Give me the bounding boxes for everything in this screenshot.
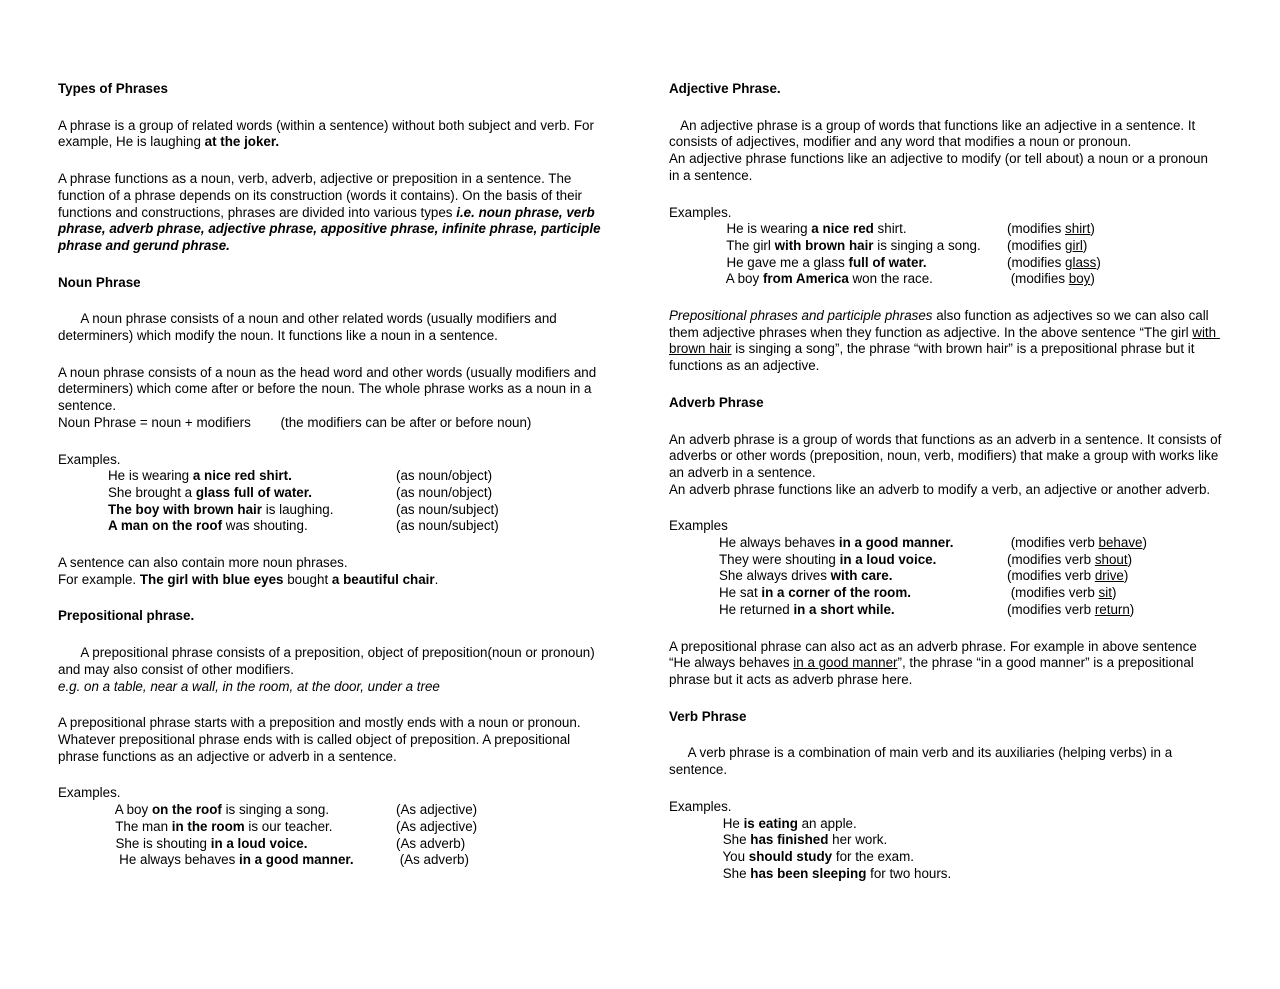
text-run: on the roof bbox=[151, 802, 222, 818]
text-run: drive bbox=[1094, 568, 1124, 584]
section-heading bbox=[669, 395, 1222, 412]
text-run: with brown hair bbox=[669, 324, 1220, 357]
text-run: (modifies bbox=[1007, 221, 1066, 237]
spacer bbox=[58, 345, 608, 365]
text-run: Examples. bbox=[58, 451, 121, 467]
text-run: ) bbox=[1127, 551, 1133, 567]
text-run: The boy with brown hair bbox=[108, 501, 262, 517]
left-column bbox=[58, 81, 608, 989]
text-run: for two hours. bbox=[866, 865, 952, 881]
text-run: is our teacher. bbox=[244, 818, 333, 834]
example-line bbox=[58, 836, 608, 853]
text-run: (modifies verb bbox=[1007, 585, 1099, 601]
text-run: A prepositional phrase can also act as an adverb phrase. For example in above sentence “He always behaves bbox=[669, 638, 1201, 671]
text-run: full of water. bbox=[848, 254, 927, 270]
example-line bbox=[669, 255, 1222, 272]
text-run: Prepositional phrases and participle phrases bbox=[669, 308, 933, 324]
text-run: A man on the roof bbox=[108, 518, 223, 534]
text-run: A verb phrase is a combination of main verb and its auxiliaries (helping verbs) in a sentence. bbox=[669, 745, 1176, 778]
example-annotation bbox=[396, 518, 499, 535]
example-line bbox=[669, 585, 1222, 602]
text-run: has been sleeping bbox=[750, 865, 867, 881]
text-run: He sat bbox=[719, 585, 762, 601]
text-run: She always drives bbox=[719, 568, 831, 584]
text-run: boy bbox=[1068, 271, 1091, 287]
text-run: Types of Phrases bbox=[58, 81, 168, 96]
text-run: her work. bbox=[828, 832, 888, 848]
text-run: is singing a song. bbox=[873, 237, 981, 253]
text-run: He is wearing bbox=[719, 221, 812, 237]
example-annotation bbox=[396, 852, 469, 869]
text-run: Examples. bbox=[669, 204, 732, 220]
text-run: (as noun/subject) bbox=[396, 518, 499, 534]
text-run: a nice red shirt. bbox=[192, 468, 292, 484]
paragraph bbox=[58, 555, 608, 572]
text-run: (modifies verb bbox=[1007, 551, 1095, 567]
text-run: She is shouting bbox=[108, 835, 211, 851]
text-run: (as noun/object) bbox=[396, 468, 493, 484]
paragraph bbox=[58, 365, 608, 415]
text-run: e.g. on a table, near a wall, in the room, at the door, under a tree bbox=[58, 678, 440, 694]
text-run: ) bbox=[1142, 535, 1147, 551]
text-run: He always behaves bbox=[719, 535, 839, 551]
spacer bbox=[669, 725, 1222, 745]
text-run: He always behaves bbox=[108, 852, 239, 868]
paragraph bbox=[669, 482, 1222, 499]
text-run: A boy bbox=[719, 271, 763, 287]
text-run: Adjective Phrase. bbox=[669, 81, 781, 96]
text-run: They were shouting bbox=[719, 551, 840, 567]
text-run: an apple. bbox=[797, 815, 857, 831]
text-run: (As adverb) bbox=[396, 852, 469, 868]
example-annotation bbox=[1007, 221, 1095, 238]
paragraph bbox=[669, 639, 1222, 689]
text-run: in a short while. bbox=[793, 601, 895, 617]
paragraph bbox=[669, 745, 1222, 778]
text-run: He bbox=[719, 815, 744, 831]
text-run: shirt bbox=[1065, 221, 1091, 237]
example-annotation bbox=[1007, 271, 1095, 288]
text-run: behave bbox=[1098, 535, 1143, 551]
text-run: The man bbox=[108, 818, 172, 834]
example-line bbox=[669, 849, 1222, 866]
example-line bbox=[58, 518, 608, 535]
text-run: You bbox=[719, 848, 749, 864]
paragraph bbox=[58, 715, 608, 765]
paragraph bbox=[669, 518, 1222, 535]
spacer bbox=[669, 375, 1222, 395]
example-line bbox=[58, 802, 608, 819]
example-annotation bbox=[1007, 602, 1134, 619]
example-annotation bbox=[1007, 552, 1132, 569]
spacer bbox=[58, 535, 608, 555]
spacer bbox=[58, 695, 608, 715]
example-annotation bbox=[396, 802, 477, 819]
text-run: i.e. noun phrase, verb phrase, adverb phrase, adjective phrase, appositive phrase, infinite phrase, participle phrase and gerund phrase. bbox=[58, 204, 605, 253]
text-run: Verb Phrase bbox=[669, 708, 747, 724]
text-run: is laughing. bbox=[262, 501, 334, 517]
section-heading bbox=[669, 709, 1222, 726]
right-column bbox=[669, 81, 1226, 989]
text-run: in a loud voice. bbox=[210, 835, 308, 851]
example-annotation bbox=[396, 485, 492, 502]
text-run: should study bbox=[748, 848, 833, 864]
text-run: was shouting. bbox=[222, 518, 308, 534]
example-line bbox=[669, 552, 1222, 569]
text-run: ) bbox=[1090, 271, 1095, 287]
text-run: A phrase is a group of related words (within a sentence) without both subject and verb. For example, He is laughing bbox=[58, 117, 598, 150]
text-run: The girl bbox=[719, 237, 775, 253]
text-run: An adverb phrase functions like an adverb to modify a verb, an adjective or another adverb. bbox=[669, 481, 1211, 497]
text-run: a nice red bbox=[811, 221, 874, 237]
example-annotation bbox=[396, 819, 477, 836]
text-run: shout bbox=[1094, 551, 1128, 567]
paragraph bbox=[669, 799, 1222, 816]
text-run: in a loud voice. bbox=[839, 551, 937, 567]
section-heading bbox=[58, 81, 608, 98]
paragraph bbox=[58, 118, 608, 151]
text-run: Examples. bbox=[58, 785, 121, 801]
example-line bbox=[669, 271, 1222, 288]
text-run: bought bbox=[283, 571, 332, 587]
example-line bbox=[669, 866, 1222, 883]
paragraph bbox=[58, 785, 608, 802]
text-run: (modifies bbox=[1007, 271, 1069, 287]
example-line bbox=[58, 502, 608, 519]
text-run: has finished bbox=[750, 832, 829, 848]
paragraph bbox=[669, 308, 1222, 375]
text-run: girl bbox=[1065, 237, 1083, 253]
text-run: She brought a bbox=[108, 484, 196, 500]
text-run: . bbox=[434, 571, 439, 587]
spacer bbox=[58, 291, 608, 311]
text-run: in a good manner. bbox=[838, 535, 954, 551]
spacer bbox=[669, 498, 1222, 518]
text-run: sit bbox=[1098, 585, 1112, 601]
text-run: A noun phrase consists of a noun and other related words (usually modifiers and determiners) which modify the noun. It functions like a noun in a sentence. bbox=[58, 311, 561, 344]
text-run: at the joker. bbox=[204, 134, 280, 150]
text-run: won the race. bbox=[848, 271, 933, 287]
spacer bbox=[58, 588, 608, 608]
text-run: with care. bbox=[830, 568, 893, 584]
spacer bbox=[669, 689, 1222, 709]
spacer bbox=[669, 185, 1222, 205]
paragraph bbox=[58, 572, 608, 589]
text-run: She bbox=[719, 865, 751, 881]
text-run: in a good manner bbox=[793, 655, 898, 671]
text-run: A sentence can also contain more noun phrases. bbox=[58, 555, 348, 571]
text-run: He is wearing bbox=[108, 468, 193, 484]
spacer bbox=[669, 779, 1222, 799]
spacer bbox=[58, 765, 608, 785]
text-run: He gave me a glass bbox=[719, 254, 849, 270]
example-line bbox=[669, 602, 1222, 619]
text-run: is singing a song. bbox=[221, 802, 330, 818]
text-run: (modifies bbox=[1007, 237, 1066, 253]
example-line bbox=[669, 238, 1222, 255]
example-annotation bbox=[396, 468, 492, 485]
text-run: glass bbox=[1065, 254, 1097, 270]
spacer bbox=[58, 98, 608, 118]
text-run: (As adjective) bbox=[396, 802, 478, 818]
text-run: is singing a song”, the phrase “with brown hair” is a prepositional phrase but it functions as an adjective. bbox=[669, 341, 1199, 374]
text-run: A noun phrase consists of a noun as the head word and other words (usually modifiers and determiners) which come after or before the noun. The whole phrase works as a noun in a sentence. bbox=[58, 364, 600, 414]
text-run: Examples. bbox=[669, 798, 732, 814]
text-run: in a corner of the room. bbox=[761, 585, 911, 601]
text-run: A phrase functions as a noun, verb, adverb, adjective or preposition in a sentence. The function of a phrase depends on its construction (words it contains). On the basis of their functions and constructions, phrases are divided into various types bbox=[58, 171, 586, 220]
text-run: An adjective phrase functions like an adjective to modify (or tell about) a noun or a pronoun in a sentence. bbox=[669, 151, 1212, 183]
spacer bbox=[58, 255, 608, 275]
text-run: A prepositional phrase starts with a preposition and mostly ends with a noun or pronoun. Whatever prepositional phrase ends with is called object of preposition. A prepositional phrase functions as an adjective or adverb in a sentence. bbox=[58, 715, 585, 764]
spacer bbox=[58, 151, 608, 171]
example-annotation bbox=[1007, 568, 1128, 585]
paragraph bbox=[669, 205, 1222, 222]
text-run: ) bbox=[1129, 601, 1135, 617]
spacer bbox=[669, 619, 1222, 639]
example-line bbox=[669, 816, 1222, 833]
text-run: also function as adjectives so we can also call them adjective phrases when they function as adjective. In the above sentence “The girl bbox=[669, 308, 1213, 340]
paragraph bbox=[58, 171, 608, 255]
text-run: Noun Phrase bbox=[58, 274, 141, 290]
spacer bbox=[669, 288, 1222, 308]
text-run: For example. bbox=[58, 571, 140, 587]
paragraph bbox=[669, 118, 1222, 151]
paragraph bbox=[58, 311, 608, 344]
paragraph bbox=[58, 452, 608, 469]
text-run: for the exam. bbox=[832, 848, 914, 864]
section-heading bbox=[669, 81, 1222, 98]
spacer bbox=[58, 432, 608, 452]
text-run: a beautiful chair bbox=[331, 571, 435, 587]
example-line bbox=[669, 221, 1222, 238]
text-run: The girl with blue eyes bbox=[139, 571, 284, 587]
text-run: He returned bbox=[719, 601, 794, 617]
text-run: ) bbox=[1111, 585, 1117, 601]
text-run: A boy bbox=[108, 802, 152, 818]
text-run: An adjective phrase is a group of words that functions like an adjective in a sentence. It consists of adjectives, modifier and any word that modifies a noun or pronoun. bbox=[669, 117, 1200, 150]
example-line bbox=[669, 832, 1222, 849]
text-run: shirt. bbox=[873, 221, 907, 237]
text-run: Noun Phrase = noun + modifiers (the modifiers can be after or before noun) bbox=[58, 414, 532, 430]
text-run: glass full of water. bbox=[195, 484, 312, 500]
text-run: A prepositional phrase consists of a preposition, object of preposition(noun or pronoun) and may also consist of other modifiers. bbox=[58, 645, 599, 677]
text-run: ”, the phrase “in a good manner” is a prepositional phrase but it acts as adverb phrase here. bbox=[669, 655, 1198, 687]
section-heading bbox=[58, 275, 608, 292]
example-line bbox=[58, 852, 608, 869]
paragraph bbox=[58, 415, 608, 432]
text-run: is eating bbox=[743, 815, 798, 831]
text-run: ) bbox=[1090, 221, 1095, 237]
text-run: in the room bbox=[171, 818, 245, 834]
paragraph bbox=[669, 431, 1226, 482]
example-annotation bbox=[396, 502, 499, 519]
paragraph bbox=[669, 151, 1222, 184]
paragraph bbox=[58, 645, 608, 678]
text-run: (modifies verb bbox=[1007, 535, 1099, 551]
example-line bbox=[58, 468, 608, 485]
text-run: (as noun/object) bbox=[396, 484, 493, 500]
example-annotation bbox=[1007, 255, 1101, 272]
text-run: An adverb phrase is a group of words that functions as an adverb in a sentence. It consists of adverbs or other words (preposition, noun, verb, modifiers) that make a group with works like an adverb in a sentence. bbox=[669, 431, 1226, 480]
paragraph bbox=[58, 679, 608, 696]
example-annotation bbox=[1007, 585, 1116, 602]
text-run: Examples bbox=[669, 518, 728, 534]
example-annotation bbox=[1007, 535, 1147, 552]
spacer bbox=[669, 412, 1222, 432]
section-heading bbox=[58, 608, 608, 625]
text-run: return bbox=[1094, 601, 1130, 617]
example-line bbox=[58, 485, 608, 502]
example-line bbox=[669, 568, 1222, 585]
text-run: from America bbox=[762, 271, 849, 287]
text-run: (modifies verb bbox=[1007, 601, 1095, 617]
example-line bbox=[58, 819, 608, 836]
text-run: (As adjective) bbox=[396, 818, 478, 834]
text-run: Prepositional phrase. bbox=[58, 608, 195, 624]
example-annotation bbox=[396, 836, 465, 853]
text-run: (As adverb) bbox=[396, 835, 466, 851]
text-run: (modifies verb bbox=[1007, 568, 1095, 584]
text-run: ) bbox=[1123, 568, 1129, 584]
text-run: ) bbox=[1082, 237, 1088, 253]
example-line bbox=[669, 535, 1222, 552]
spacer bbox=[58, 625, 608, 645]
text-run: ) bbox=[1096, 254, 1101, 270]
spacer bbox=[669, 98, 1222, 118]
example-annotation bbox=[1007, 238, 1087, 255]
text-run: She bbox=[719, 832, 751, 848]
text-run: in a good manner. bbox=[239, 852, 354, 868]
text-run: (as noun/subject) bbox=[396, 501, 499, 517]
text-run: (modifies bbox=[1007, 254, 1066, 270]
text-run: with brown hair bbox=[774, 237, 874, 253]
text-run: Adverb Phrase bbox=[669, 394, 764, 410]
